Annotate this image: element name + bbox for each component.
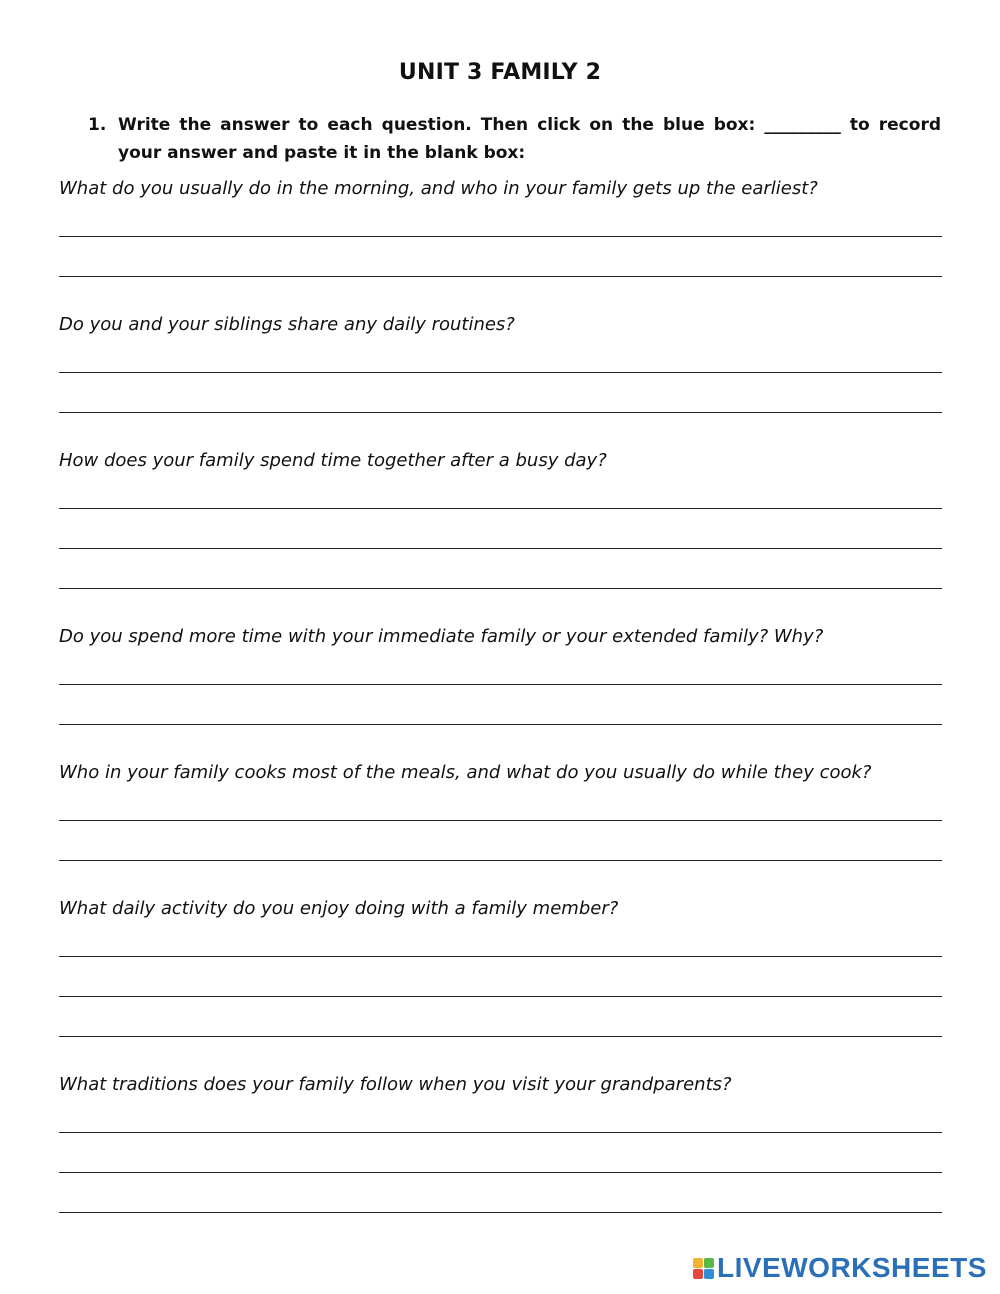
answer-line[interactable]	[59, 956, 942, 957]
answer-line[interactable]	[59, 820, 942, 821]
answer-line[interactable]	[59, 1132, 942, 1133]
question-text: What daily activity do you enjoy doing with a family member?	[59, 898, 619, 919]
answer-line[interactable]	[59, 996, 942, 997]
answer-line[interactable]	[59, 860, 942, 861]
answer-line[interactable]	[59, 684, 942, 685]
question-text: Do you and your siblings share any daily routines?	[59, 314, 515, 335]
instruction-number: 1.	[88, 115, 107, 135]
answer-line[interactable]	[59, 276, 942, 277]
answer-line[interactable]	[59, 1036, 942, 1037]
question-text: How does your family spend time together after a busy day?	[59, 450, 607, 471]
answer-line[interactable]	[59, 508, 942, 509]
answer-line[interactable]	[59, 412, 942, 413]
answer-line[interactable]	[59, 372, 942, 373]
answer-line[interactable]	[59, 724, 942, 725]
question-text: Who in your family cooks most of the meals, and what do you usually do while they cook?	[59, 762, 872, 783]
question-text: Do you spend more time with your immediate family or your extended family? Why?	[59, 626, 824, 647]
answer-line[interactable]	[59, 548, 942, 549]
answer-line[interactable]	[59, 1212, 942, 1213]
answer-line[interactable]	[59, 588, 942, 589]
answer-line[interactable]	[59, 236, 942, 237]
liveworksheets-logo	[693, 1253, 987, 1283]
liveworksheets-mark-icon	[693, 1258, 714, 1279]
question-text: What do you usually do in the morning, and who in your family gets up the earliest?	[59, 178, 818, 199]
page-title: UNIT 3 FAMILY 2	[398, 60, 602, 85]
instruction-text: Write the answer to each question. Then click on the blue box: _________ to record your answer and paste it in the blank box:	[118, 115, 941, 163]
instruction	[88, 111, 941, 167]
answer-line[interactable]	[59, 1172, 942, 1173]
brand-name: LIVEWORKSHEETS	[717, 1252, 987, 1283]
question-text: What traditions does your family follow when you visit your grandparents?	[59, 1074, 732, 1095]
